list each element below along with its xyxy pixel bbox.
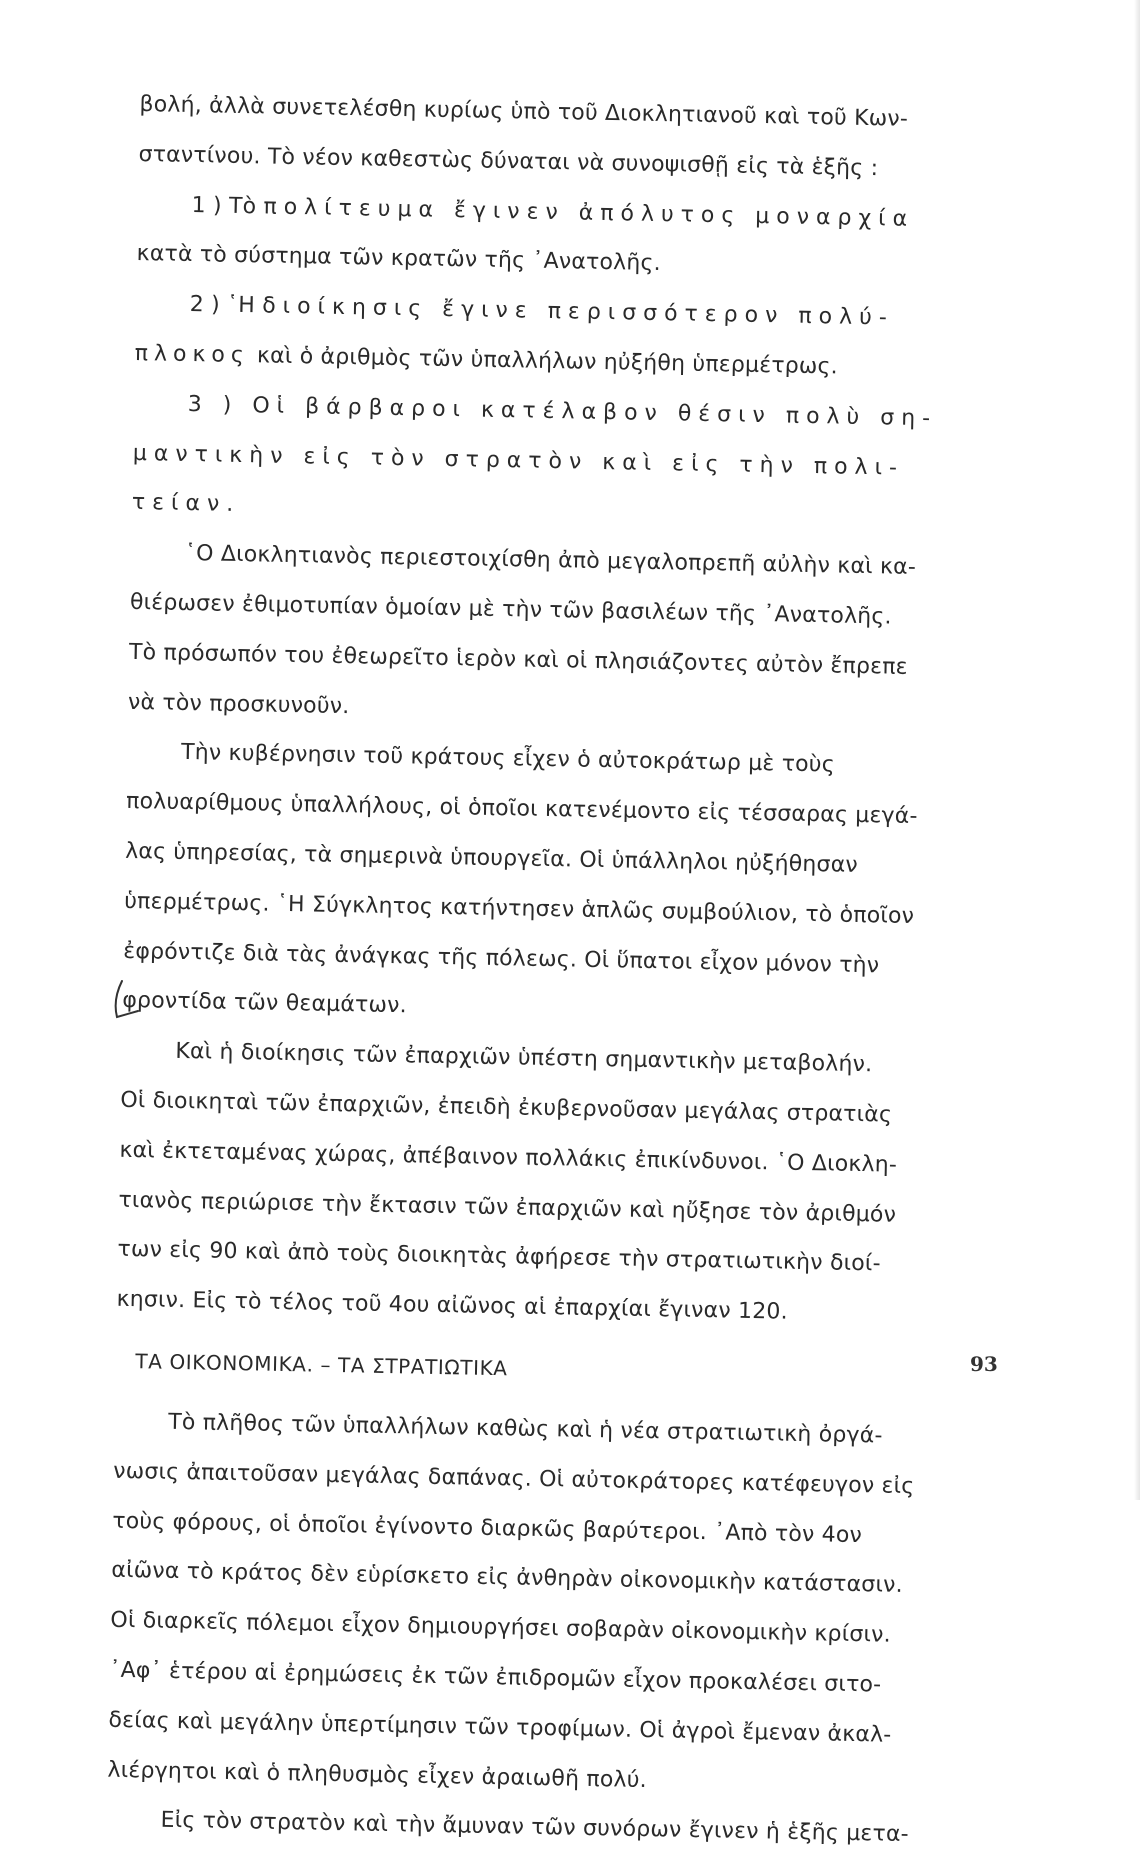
text-line: δείας καὶ μεγάλην ὑπερτίμησιν τῶν τροφίμων. Οἱ ἀγροὶ ἔμεναν ἀκαλ- — [108, 1707, 892, 1748]
paragraph-start: Τὸ πλῆθος τῶν ὑπαλλήλων καθὼς καὶ ἡ νέα στρατιωτικὴ ὀργά- — [167, 1409, 883, 1449]
page-edge — [1134, 0, 1140, 1500]
spaced-text: πολίτευμα ἔγινεν ἀπόλυτος μοναρχία — [263, 193, 915, 232]
text-line: αἰῶνα τὸ κράτος δὲν εὑρίσκετο εἰς ἀνθηρὰν οἰκονομικὴν κατάστασιν. — [111, 1558, 904, 1599]
text-line: ᾿Αφ᾿ ἑτέρου αἱ ἐρημώσεις ἐκ τῶν ἐπιδρομῶν εἶχον προκαλέσει σιτο- — [109, 1657, 882, 1698]
text-line: μαντικὴν εἰς τὸν στρατὸν καὶ εἰς τὴν πολι- — [132, 440, 905, 481]
list-number: 1 ) Τὸ — [191, 192, 257, 219]
paragraph-start: Καὶ ἡ διοίκησις τῶν ἐπαρχιῶν ὑπέστη σημαντικὴν μεταβολήν. — [175, 1039, 873, 1078]
paragraph-start: Τὴν κυβέρνησιν τοῦ κράτους εἶχεν ὁ αὐτοκράτωρ μὲ τοὺς — [180, 740, 836, 778]
text-line: θιέρωσεν ἐθιμοτυπίαν ὁμοίαν μὲ τὴν τῶν βασιλέων τῆς ᾿Ανατολῆς. — [129, 589, 892, 630]
text-line: νὰ τὸν προσκυνοῦν. — [127, 689, 350, 719]
page-number: 93 — [970, 1352, 998, 1376]
paragraph-start: Εἰς τὸν στρατὸν καὶ τὴν ἄμυναν τῶν συνόρων ἔγινεν ἡ ἑξῆς μετα- — [160, 1808, 910, 1848]
handwritten-margin-mark — [108, 975, 148, 1025]
text-line: κησιν. Εἰς τὸ τέλος τοῦ 4ου αἰῶνος αἱ ἐπαρχίαι ἔγιναν 120. — [116, 1286, 789, 1325]
spaced-text: διοίκησις ἔγινε περισσότερον πολύ- — [261, 293, 894, 331]
text-line: φροντίδα τῶν θεαμάτων. — [122, 988, 408, 1019]
text-line: λιέργητοι καὶ ὁ πληθυσμὸς εἶχεν ἀραιωθῆ πολύ. — [107, 1757, 648, 1793]
text-line: ὑπερμέτρως. ῾Η Σύγκλητος κατήντησεν ἁπλῶς συμβούλιον, τὸ ὁποῖον — [123, 888, 915, 929]
section-heading: ΤΑ ΟΙΚΟΝΟΜΙΚΑ. – ΤΑ ΣΤΡΑΤΙΩΤΙΚΑ — [135, 1349, 508, 1381]
text-line: πολυαρίθμους ὑπαλλήλους, οἱ ὁποῖοι κατενέμοντο εἰς τέσσαρας μεγά- — [125, 789, 918, 830]
text-line: σταντίνου. Τὸ νέον καθεστὼς δύναται νὰ συνοψισθῇ εἰς τὰ ἑξῆς : — [138, 141, 879, 181]
list-number: 2 ) ῾Η — [189, 292, 256, 319]
text-line: τοὺς φόρους, οἱ ὁποῖοι ἐγίνοντο διαρκῶς βαρύτεροι. ᾿Απὸ τὸν 4ον — [112, 1508, 863, 1548]
text-line: Τὸ πρόσωπόν του ἐθεωρεῖτο ἱερὸν καὶ οἱ πλησιάζοντες αὐτὸν ἔπρεπε — [128, 639, 908, 680]
text-line: τείαν. — [131, 490, 241, 518]
text-line: νωσις ἀπαιτοῦσαν μεγάλας δαπάνας. Οἱ αὐτοκράτορες κατέφευγον εἰς — [113, 1458, 915, 1499]
text-line: ἐφρόντιζε διὰ τὰς ἀνάγκας τῆς πόλεως. Οἱ ὕπατοι εἶχον μόνον τὴν — [123, 938, 880, 978]
list-item-3: 3 ) Οἱ βάρβαροι κατέλαβον θέσιν πολὺ ση- — [187, 391, 938, 432]
text-line: τιανὸς περιώρισε τὴν ἔκτασιν τῶν ἐπαρχιῶν καὶ ηὔξησε τὸν ἀριθμόν — [118, 1187, 897, 1228]
text-run: καὶ ὁ ἀριθμὸς τῶν ὑπαλλήλων ηὐξήθη ὑπερμέτρως. — [256, 343, 839, 380]
text-line: λας ὑπηρεσίας, τὰ σημερινὰ ὑπουργεῖα. Οἱ ὑπάλληλοι ηὐξήθησαν — [124, 838, 859, 878]
spaced-text: πλοκος — [134, 340, 251, 369]
text-line: βολή, ἀλλὰ συνετελέσθη κυρίως ὑπὸ τοῦ Διοκλητιανοῦ καὶ τοῦ Κων- — [139, 91, 909, 132]
text-line: Οἱ διαρκεῖς πόλεμοι εἶχον δημιουργήσει σοβαρὰν οἰκονομικὴν κρίσιν. — [110, 1607, 892, 1648]
text-line: καὶ ἐκτεταμένας χώρας, ἀπέβαινον πολλάκις ἐπικίνδυνοι. ῾Ο Διοκλη- — [119, 1137, 898, 1178]
text-line: κατὰ τὸ σύστημα τῶν κρατῶν τῆς ᾿Ανατολῆς. — [136, 241, 662, 277]
text-line: Οἱ διοικηταὶ τῶν ἐπαρχιῶν, ἐπειδὴ ἐκυβερνοῦσαν μεγάλας στρατιὰς — [120, 1087, 893, 1128]
paragraph-start: ῾Ο Διοκλητιανὸς περιεστοιχίσθη ἀπὸ μεγαλοπρεπῆ αὐλὴν καὶ κα- — [184, 541, 917, 581]
body-text — [106, 80, 1000, 1861]
text-line: των εἰς 90 καὶ ἀπὸ τοὺς διοικητὰς ἀφήρεσε τὴν στρατιωτικὴν διοί- — [117, 1237, 881, 1277]
